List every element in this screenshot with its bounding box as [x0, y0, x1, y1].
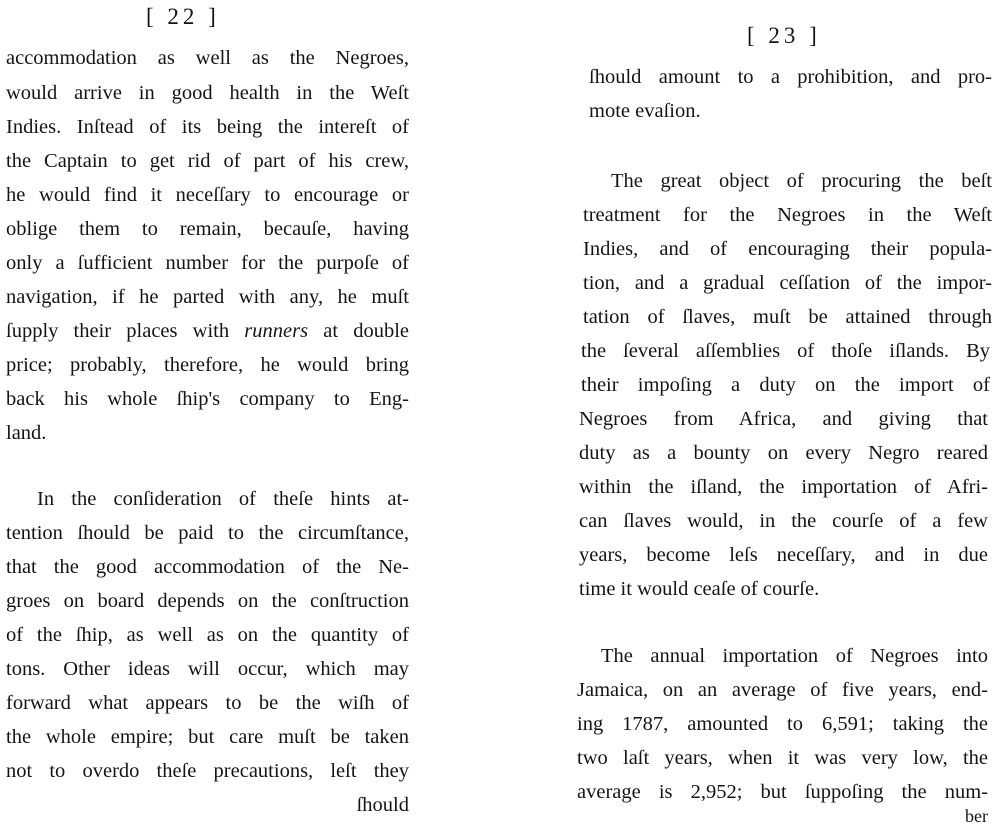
text-run: at double	[308, 320, 409, 342]
text-line: Negroes from Africa, and giving that	[579, 408, 988, 430]
text-line: tation of ſlaves, muſt be attained through	[583, 306, 992, 328]
left-page	[0, 0, 470, 826]
text-line	[6, 317, 409, 345]
text-line: would arrive in good health in the Weſt	[6, 82, 409, 104]
text-line: he would find it neceſſary to encourage or	[6, 184, 409, 206]
text-line: price; probably, therefore, he would bring	[6, 354, 409, 376]
text-line: within the iſland, the importation of Afri-	[579, 476, 988, 498]
text-line: Indies. Inſtead of its being the intereſt of	[6, 116, 409, 138]
text-line: not to overdo theſe precautions, leſt they	[6, 760, 409, 782]
text-line: their impoſing a duty on the import of	[581, 374, 990, 396]
text-line: oblige them to remain, becauſe, having	[6, 218, 409, 240]
text-line: can ſlaves would, in the courſe of a few	[579, 510, 988, 532]
text-line: tention ſhould be paid to the circumſtance,	[6, 522, 409, 544]
text-run: ſupply their places with	[6, 320, 245, 342]
catchword: ſhould	[356, 794, 409, 816]
text-line: groes on board depends on the conſtruction	[6, 590, 409, 612]
text-line: back his whole ſhip's company to Eng-	[6, 388, 409, 410]
text-line: The annual importation of Negroes into	[601, 645, 988, 667]
text-line: ing 1787, amounted to 6,591; taking the	[577, 713, 988, 735]
text-line: the ſeveral aſſemblies of thoſe iſlands. By	[581, 340, 990, 362]
text-line: duty as a bounty on every Negro reared	[579, 442, 988, 464]
text-line: Jamaica, on an average of five years, end-	[577, 679, 988, 701]
text-line: forward what appears to be the wiſh of	[6, 692, 409, 714]
text-line: tion, and a gradual ceſſation of the impor-	[583, 272, 992, 294]
text-line: average is 2,952; but ſuppoſing the num-	[577, 781, 988, 803]
right-page	[575, 0, 1000, 826]
text-line: Indies, and of encouraging their popula-	[583, 238, 992, 260]
text-line: ſhould amount to a prohibition, and pro-	[589, 66, 992, 88]
page-number: [ 22 ]	[146, 4, 220, 29]
text-line: accommodation as well as the Negroes,	[6, 47, 409, 69]
text-line: of the ſhip, as well as on the quantity of	[6, 624, 409, 646]
text-line: that the good accommodation of the Ne-	[6, 556, 409, 578]
italic-word: runners	[244, 320, 309, 342]
text-line: treatment for the Negroes in the Weſt	[583, 204, 992, 226]
text-line: navigation, if he parted with any, he muſt	[6, 286, 409, 308]
text-line: time it would ceaſe of courſe.	[579, 578, 820, 600]
text-line: mote evaſion.	[589, 100, 701, 122]
text-line: two laſt years, when it was very low, the	[577, 747, 988, 769]
text-line: only a ſufficient number for the purpoſe of	[6, 252, 409, 274]
text-line: years, become leſs neceſſary, and in due	[579, 544, 988, 566]
text-line: The great object of procuring the beſt	[611, 170, 992, 192]
text-line: the Captain to get rid of part of his crew,	[6, 150, 409, 172]
text-line: the whole empire; but care muſt be taken	[6, 726, 409, 748]
text-line: land.	[6, 422, 47, 444]
text-line: In the conſideration of theſe hints at-	[37, 488, 409, 510]
catchword: ber	[965, 806, 988, 826]
text-line: tons. Other ideas will occur, which may	[6, 658, 409, 680]
page-number: [ 23 ]	[747, 23, 821, 48]
